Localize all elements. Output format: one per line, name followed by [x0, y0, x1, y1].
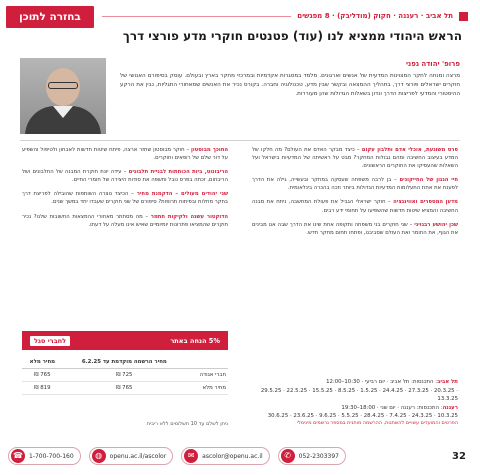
lecture-text: בן לרבה משפחה שעסקה במחקר ובעשייה, גילה את הדרך לפענח את אחת התעלומות המדעיות הגדולות ביותר וזכה בהכרה בינלאומית.: [252, 177, 458, 192]
schedule-city-label: תל אביב: [437, 379, 458, 385]
full-price: 765 ₪: [22, 369, 63, 382]
lecture-item: פרס משוגעת, אוכלי אדם ותלבון עקום – כיצד מבקר האדם את העולם? מה חלקו של המדע בעיצוב החשיבה ומהם גבולות המחקר? מבט על ראשיתה של המדעיות בישראל ועל השאלות שהעסיקו את החוקרים הראשונים.: [252, 147, 458, 170]
lectures-column-right: [252, 146, 458, 243]
full-price: 819 ₪: [22, 382, 63, 395]
schedule-line: התכנסות: רעננה · יום שני · 18:00–19:30: [341, 404, 440, 411]
lecture-title: החוכך מבוסטון: [191, 147, 228, 153]
lecturer-photo: [20, 58, 106, 134]
schedule-city-label: רעננה: [442, 404, 458, 411]
phone-icon: ☎: [11, 449, 25, 463]
lecture-title: מדען המספרים ואווינגציה: [393, 199, 458, 206]
lecture-item: החוכך מבוסטון – חוקר מבוסטון שחזר ארצה, פיתח שיטות חדשות לאבחון ולטיפול והשפיע על דור שלם של רופאים וחוקרים.: [22, 147, 228, 162]
header-strip: [102, 8, 468, 24]
payments-note: ניתן לשלם עד 10 תשלומים ללא ריבית: [146, 421, 228, 427]
website-link[interactable]: [89, 447, 174, 465]
price-category: חברי אגודה: [186, 369, 228, 382]
price-table: [22, 357, 228, 395]
lecture-text: חוקר מבוסטון שחזר ארצה, פיתח שיטות חדשות לאבחון ולטיפול והשפיע על דור שלם של רופאים וחוקרים.: [22, 147, 228, 162]
early-price: 725 ₪: [63, 369, 186, 382]
whatsapp-icon: ✆: [281, 449, 295, 463]
schedule-block: [246, 378, 458, 421]
schedule-note: הפרטים והמועדים עשויים להשתנות, ההרשמה מותנית במספר נרשמים מינימלי: [296, 420, 458, 426]
table-row: [22, 369, 228, 382]
table-header: [186, 357, 228, 369]
lecture-text: הכיצד נוצרה השותפות שהובילה לפריצת דרך בחקר מחלות ובפיתוח תרופות? סיפורם של שני חוקרים שעבדו יחד במשך שנים.: [22, 191, 228, 206]
lecturer-bio: מרצה ומנחה לחקר המצוינות המדעית של אנשים וארגונים. מלמד במסגרות אקדמיות ובמרכזי מחקר בארץ ובעולם. עוסק בסיפורם האנושי של חוקרים ישראלים פורצי דרך, בתהליך ההמצאה ובקשר שבין מדע, טכנולוגיה וחברה. בקורס נכיר את האנשים שמאחורי התגליות, נבין את הרקע ההיסטורי והמדעי לפריצות הדרך ונדון בשאלות הגדולות שהן מעוררות.: [120, 73, 460, 97]
lecture-item: הריבונוט, ביות הכוחתות לבניית תלבונים – עידה יונת חוקרת המבנה של החלבונים ושל הריבוזום, זכתה בפרס נובל וחשפה את סודות היצירה של חומרי החיים.: [22, 169, 228, 184]
lecture-text: שני חוקרים בני משפחה ותקופה אחת שינו את הדרך שבה אנו מבינים את הגוף, את החומר ואת העולם שסביבנו, ופתחו תחום מחקר חדש.: [252, 221, 458, 236]
discount-text: 5% הנחה באתר: [170, 336, 220, 345]
lecture-item: שני יהודים מעולים – הדקמנת מחיר – הכיצד נוצרה השותפות שהובילה לפריצת דרך בחקר מחלות ובפיתוח תרופות? סיפורם של שני חוקרים שעבדו יחד במשך שנים.: [22, 191, 228, 206]
lecture-text: עידה יונת חוקרת המבנה של החלבונים ושל הריבוזום, זכתה בפרס נובל וחשפה את סודות היצירה של חומרי החיים.: [22, 169, 228, 184]
promo-logo: לחברי סגל: [30, 336, 70, 346]
header-title: תל אביב · רעננה · חקוק (מודליבק) · 8 מפגשים: [297, 12, 453, 20]
mail-icon: ✉: [184, 449, 198, 463]
header-marker: [459, 12, 468, 21]
lectures-column-left: [22, 146, 228, 235]
section-divider: [20, 140, 460, 141]
lecture-item: הדוקטור עשנה ולקיקות חתמר – מה מסתתר מאחורי ההמצאות החשובות שלנו? נכיר חוקרים שהמציאו פתרונות יומיומיים שאיש אינו מעלה על דעתו.: [22, 213, 228, 228]
email-link[interactable]: [181, 447, 269, 465]
schedule-tlv: תל אביב: התכנסות: תל אביב · יום רביעי · 10:30–12:00: [326, 379, 458, 385]
schedule-line: התכנסות: תל אביב · יום רביעי · 10:30–12:00: [326, 379, 434, 385]
lecture-title: הריבונוט, ביות הכוחתות לבניית תלבונים: [128, 169, 228, 176]
back-to-contents-tag[interactable]: בחזרה לתוכן עניינים: [6, 6, 94, 28]
email-address: ascolor@openu.ac.il: [202, 452, 263, 460]
whatsapp-link[interactable]: [278, 447, 346, 465]
lecturer-name: פרופ' יהודה גפני: [405, 60, 460, 68]
page-number: 32: [452, 450, 466, 462]
lecture-title: שני יהודים מעולים – הדקמנת מחיר: [136, 191, 228, 198]
phone-number: 1-700-700-160: [29, 452, 74, 460]
table-header: מחיר מלא: [22, 357, 63, 369]
table-row: [22, 382, 228, 395]
phone-link[interactable]: [8, 447, 81, 465]
lecture-item: חיי הגנון של החייקונים – בן לרבה משפחה שעסקה במחקר ובעשייה, גילה את הדרך לפענח את אחת התעלומות המדעיות הגדולות ביותר וזכה בהכרה בינלאומית.: [252, 177, 458, 192]
website-url: openu.ac.il/ascolor: [109, 452, 167, 460]
lecture-title: שכן יהושע רבגויני: [414, 221, 458, 228]
lecture-text: מה מסתתר מאחורי ההמצאות החשובות שלנו? נכיר חוקרים שהמציאו פתרונות יומיומיים שאיש אינו מעלה על דעתו.: [22, 213, 228, 228]
page-title: הראש היהודי ממציא לנו (עוד) פטנטים חוקרי מדע פורצי דרך: [122, 29, 462, 43]
header-line: [102, 16, 291, 17]
lecture-text: חוקר ישראלי הגביל את פעולת המחשבה, ניתח את מבנה החשיבה והמציא שיטות חדשות שהשפיעו על תחומי ידע רבים.: [252, 199, 458, 214]
schedule-raanana: רעננה: התכנסות: רעננה · יום שני · 18:00–19:30: [341, 404, 458, 411]
lecture-title: חיי הגנון של החייקונים: [399, 177, 458, 184]
discount-banner[interactable]: [22, 331, 228, 350]
table-header-row: [22, 357, 228, 369]
footer: [8, 442, 472, 470]
table-header: מחיר הרשמה מוקדמת עד 6.2.25: [63, 357, 186, 369]
early-price: 765 ₪: [63, 382, 186, 395]
lecture-title: פרס משוגעת, אוכלי אדם ותלבון עקום: [361, 147, 458, 153]
whatsapp-number: 052-2303397: [298, 452, 339, 460]
globe-icon: ◍: [92, 449, 106, 463]
schedule-dates: 30.6.25 · 23.6.25 · 9.6.25 · 5.5.25 · 28.4.25 · 7.4.25 · 24.3.25 · 10.3.25: [267, 413, 458, 419]
lecture-item: שכן יהושע רבגויני – שני חוקרים בני משפחה ותקופה אחת שינו את הדרך שבה אנו מבינים את הגוף, את החומר ואת העולם שסביבנו, ופתחו תחום מחקר חדש.: [252, 221, 458, 236]
price-category: מחיר מלא: [186, 382, 228, 395]
lecture-title: הדוקטור עשנה ולקיקות חתמר: [150, 213, 228, 220]
lecture-item: מדען המספרים ואווינגציה – חוקר ישראלי הגביל את פעולת המחשבה, ניתח את מבנה החשיבה והמציא שיטות חדשות שהשפיעו על תחומי ידע רבים.: [252, 199, 458, 214]
lecture-text: כיצד מבקר האדם את העולם? מה חלקו של המדע בעיצוב החשיבה ומהם גבולות המחקר? מבט על ראשיתה של המדעיות בישראל ועל השאלות שהעסיקו את החוקרים הראשונים.: [252, 147, 458, 170]
schedule-dates: 29.5.25 · 22.5.25 · 15.5.25 · 8.5.25 · 1.5.25 · 24.4.25 · 27.3.25 · 20.3.25 · 13.3.25: [260, 387, 458, 402]
